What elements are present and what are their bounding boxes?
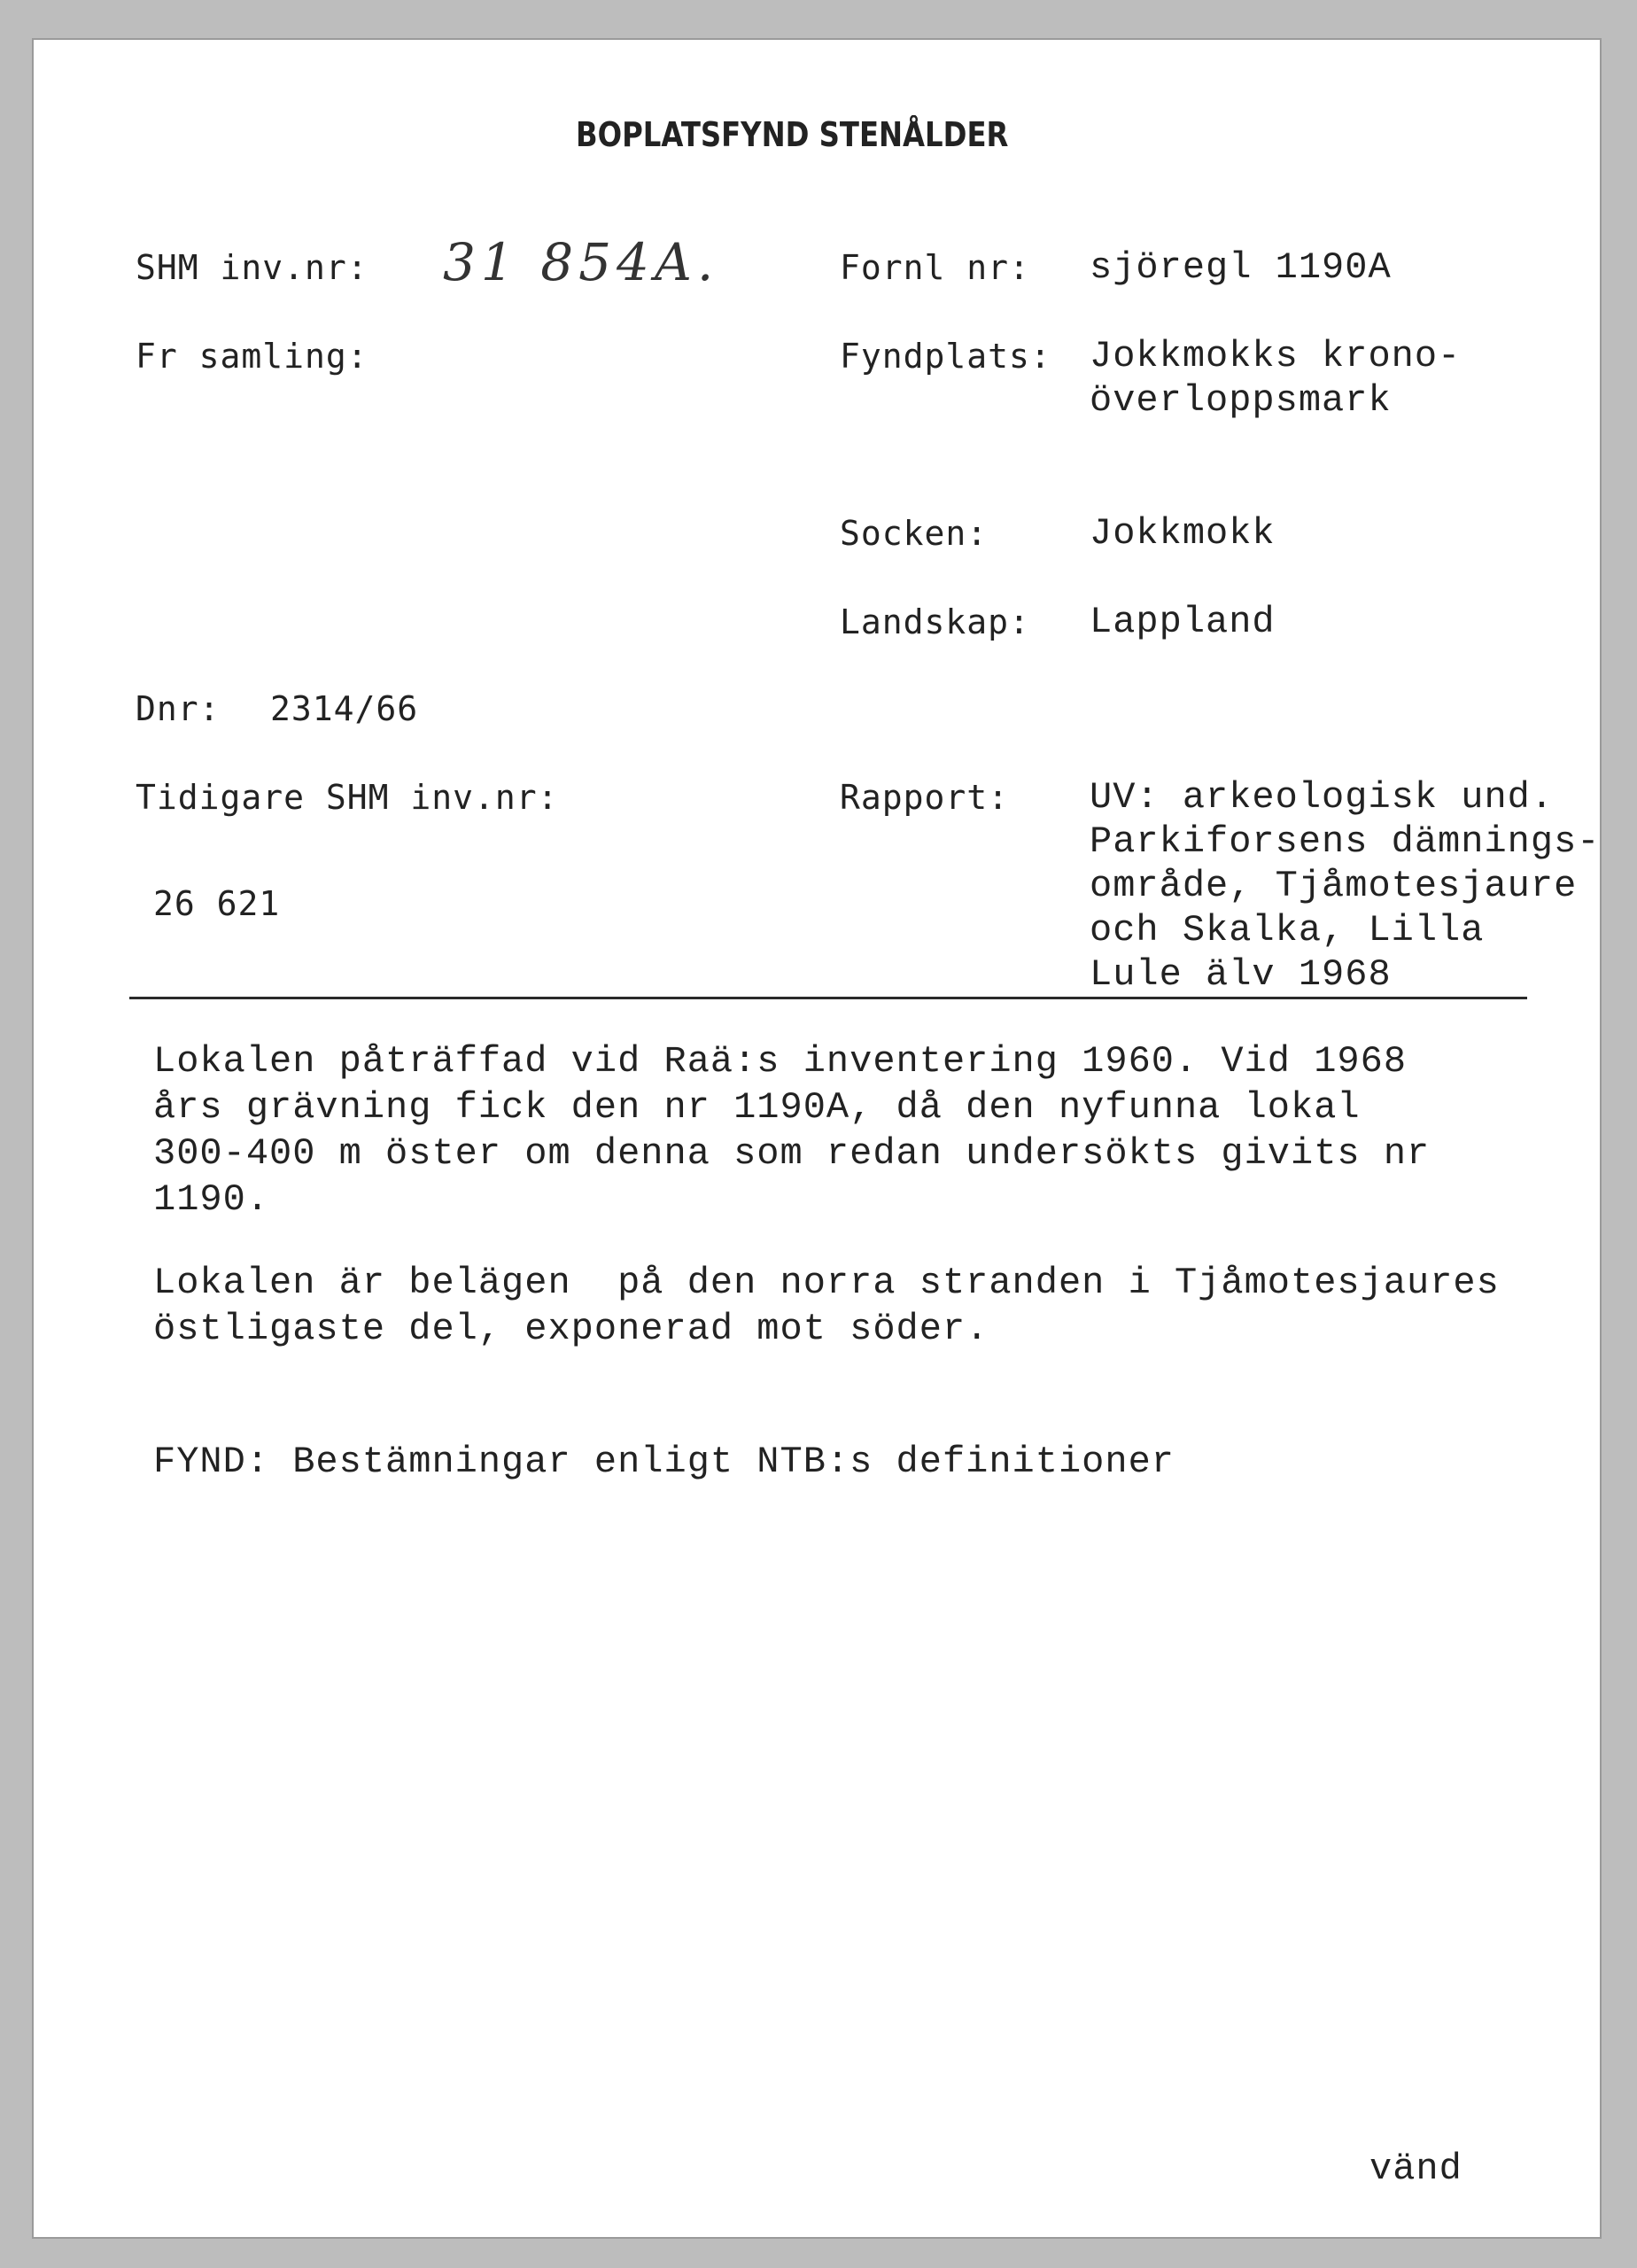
paragraph-2-line-2: östligaste del, exponerad mot söder. [153,1308,989,1350]
shm-inv-value: 31 854A. [443,232,719,292]
fyndplats-line-2: överloppsmark [1090,379,1392,422]
divider-line [129,997,1527,999]
fyndplats-label: Fyndplats: [840,337,1051,376]
shm-inv-label: SHM inv.nr: [136,248,369,287]
rapport-label: Rapport: [840,778,1010,817]
landskap-value: Lappland [1090,601,1276,643]
fornl-label: Fornl nr: [840,248,1030,287]
dnr-value: 2314/66 [270,689,419,728]
paragraph-1-line-2: års grävning fick den nr 1190A, då den nyfunna lokal [153,1086,1361,1129]
rapport-line-3: område, Tjåmotesjaure [1090,865,1578,907]
fynd-line: FYND: Bestämningar enligt NTB:s definitioner [153,1441,1175,1483]
card-title: BOPLATSFYND STENÅLDER [576,115,1009,154]
fornl-value: sjöregl 1190A [1090,246,1392,289]
turn-note: vänd [1369,2148,1462,2190]
fyndplats-line-1: Jokkmokks krono- [1090,335,1462,377]
socken-value: Jokkmokk [1090,512,1276,555]
rapport-line-4: och Skalka, Lilla [1090,909,1485,951]
paragraph-1-line-1: Lokalen påträffad vid Raä:s inventering 1960. Vid 1968 [153,1040,1408,1083]
rapport-line-2: Parkiforsens dämnings- [1090,820,1601,863]
landskap-label: Landskap: [840,602,1030,641]
socken-label: Socken: [840,514,989,553]
paragraph-1-line-4: 1190. [153,1178,270,1221]
paragraph-2-line-1: Lokalen är belägen på den norra stranden i Tjåmotesjaures [153,1262,1500,1304]
fr-samling-label: Fr samling: [136,337,369,376]
tidigare-label: Tidigare SHM inv.nr: [136,778,559,817]
rapport-line-5: Lule älv 1968 [1090,953,1392,996]
paragraph-1-line-3: 300-400 m öster om denna som redan undersökts givits nr [153,1132,1431,1175]
dnr-label: Dnr: [136,689,221,728]
rapport-line-1: UV: arkeologisk und. [1090,776,1555,819]
tidigare-value: 26 621 [153,884,281,923]
